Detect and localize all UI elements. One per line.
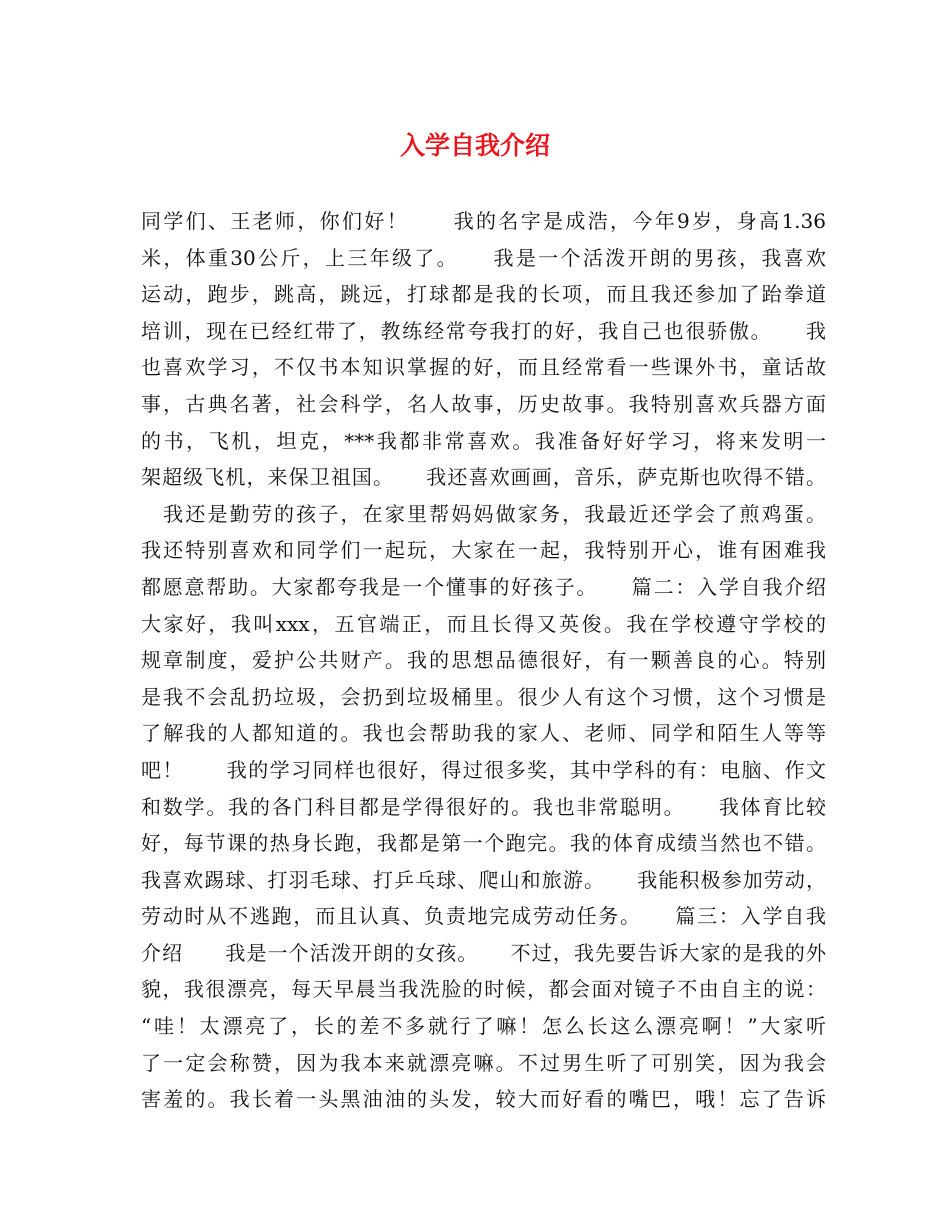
body-line: 架超级飞机，来保卫祖国。 我还喜欢画画，音乐，萨克斯也吹得不错。 bbox=[141, 465, 826, 490]
body-line: 我还特别喜欢和同学们一起玩，大家在一起，我特别开心，谁有困难我 bbox=[141, 538, 826, 563]
body-line: 规章制度，爱护公共财产。我的思想品德很好，有一颗善良的心。特别 bbox=[141, 648, 826, 673]
body-line: 也喜欢学习，不仅书本知识掌握的好，而且经常看一些课外书，童话故 bbox=[141, 355, 826, 380]
body-line: 好，每节课的热身长跑，我都是第一个跑完。我的体育成绩当然也不错。 bbox=[141, 831, 826, 856]
body-line: 培训，现在已经红带了，教练经常夸我打的好，我自己也很骄傲。 我 bbox=[141, 318, 826, 343]
body-line: 劳动时从不逃跑，而且认真、负责地完成劳动任务。 篇三：入学自我 bbox=[141, 904, 826, 929]
body-line: “哇！太漂亮了，长的差不多就行了嘛！怎么长这么漂亮啊！”大家听 bbox=[141, 1014, 826, 1039]
body-line: 同学们、王老师，你们好！ 我的名字是成浩，今年9岁，身高1.36 bbox=[141, 209, 826, 233]
document-title: 入学自我介绍 bbox=[399, 131, 550, 160]
body-line: 貌，我很漂亮，每天早晨当我洗脸的时候，都会面对镜子不由自主的说： bbox=[141, 977, 826, 1002]
body-line: 米，体重30公斤，上三年级了。 我是一个活泼开朗的男孩，我喜欢 bbox=[141, 245, 826, 270]
body-line: 了一定会称赞，因为我本来就漂亮嘛。不过男生听了可别笑，因为我会 bbox=[141, 1050, 826, 1075]
body-line: 吧！ 我的学习同样也很好，得过很多奖，其中学科的有：电脑、作文 bbox=[141, 757, 826, 782]
body-line: 和数学。我的各门科目都是学得很好的。我也非常聪明。 我体育比较 bbox=[141, 794, 826, 819]
body-line: 了解我的人都知道的。我也会帮助我的家人、老师、同学和陌生人等等 bbox=[141, 721, 826, 746]
body-line: 事，古典名著，社会科学，名人故事，历史故事。我特别喜欢兵器方面 bbox=[141, 391, 826, 416]
body-line: 是我不会乱扔垃圾，会扔到垃圾桶里。很少人有这个习惯，这个习惯是 bbox=[141, 684, 826, 709]
body-line: 都愿意帮助。大家都夸我是一个懂事的好孩子。 篇二：入学自我介绍 bbox=[141, 574, 826, 599]
body-line: 运动，跑步，跳高，跳远，打球都是我的长项，而且我还参加了跆拳道 bbox=[141, 282, 826, 307]
body-line: 我喜欢踢球、打羽毛球、打乒乓球、爬山和旅游。 我能积极参加劳动， bbox=[141, 867, 826, 892]
body-line: 介绍 我是一个活泼开朗的女孩。 不过，我先要告诉大家的是我的外 bbox=[141, 940, 826, 965]
body-line: 大家好，我叫xxx，五官端正，而且长得又英俊。我在学校遵守学校的 bbox=[141, 611, 826, 636]
body-line: 害羞的。我长着一头黑油油的头发，较大而好看的嘴巴，哦！忘了告诉 bbox=[141, 1087, 826, 1112]
document-body bbox=[141, 203, 826, 1118]
body-line: 的书，飞机，坦克，***我都非常喜欢。我准备好好学习，将来发明一 bbox=[141, 428, 826, 453]
body-line: 我还是勤劳的孩子，在家里帮妈妈做家务，我最近还学会了煎鸡蛋。 bbox=[141, 501, 826, 526]
